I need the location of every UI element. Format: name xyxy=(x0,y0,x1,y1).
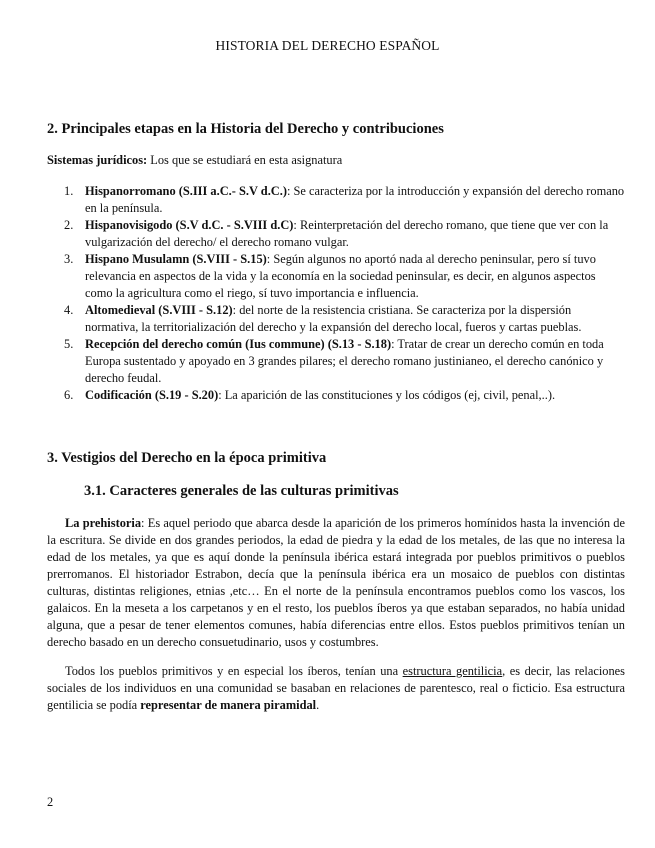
list-item xyxy=(47,302,625,336)
list-item-number: 1. xyxy=(64,184,74,198)
list-item-title: Hispanorromano (S.III a.C.- S.V d.C.) xyxy=(85,184,287,198)
list-item-text: : del norte de la resistencia cristiana. Se caracteriza por la dispersión normativa, la territorialización del derecho y la expansión del derecho local, fueros y cartas pueblas. xyxy=(85,303,582,334)
systems-intro-text: Los que se estudiará en esta asignatura xyxy=(147,153,343,167)
section-3-1-heading: 3.1. Caracteres generales de las culturas primitivas xyxy=(84,483,399,499)
list-item-number: 4. xyxy=(64,303,74,317)
list-item-title: Hispano Musulamn (S.VIII - S.15) xyxy=(85,252,267,266)
systems-intro-label: Sistemas jurídicos: xyxy=(47,153,148,167)
list-item-title: Hispanovisigodo (S.V d.C. - S.VIII d.C) xyxy=(85,218,294,232)
list-item-text: : Se caracteriza por la introducción y expansión del derecho romano en la península. xyxy=(85,184,625,215)
list-item xyxy=(47,336,625,387)
gentilicia-text-end: . xyxy=(316,698,320,712)
systems-intro xyxy=(47,152,625,169)
prehistory-label: La prehistoria xyxy=(65,516,142,530)
list-item-text: : Reinterpretación del derecho romano, que tiene que ver con la vulgarización del derecho/ el derecho romano vulgar. xyxy=(85,218,609,249)
legal-systems-list xyxy=(47,183,625,404)
section-3-heading: 3. Vestigios del Derecho en la época primitiva xyxy=(47,450,327,466)
list-item-text: : La aparición de las constituciones y los códigos (ej, civil, penal,..). xyxy=(218,388,556,402)
gentilicia-paragraph xyxy=(47,663,625,714)
list-item-text: : Según algunos no aportó nada al derecho peninsular, pero sí tuvo relevancia en aspectos de la vida y la economía en la sociedad peninsular, es decir, en algunos aspectos como la agricultura como el riego, sí tuvo importancia e influencia. xyxy=(85,252,596,300)
list-item xyxy=(47,217,625,251)
list-item xyxy=(47,251,625,302)
list-item xyxy=(47,387,625,404)
list-item-number: 6. xyxy=(64,388,74,402)
gentilicia-text-mid: , es decir, las relaciones sociales de los individuos en una comunidad se basaban en relaciones de parentesco, real o ficticio. Esa estructura gentilicia se podía xyxy=(47,664,625,712)
list-item-text: : Tratar de crear un derecho común en toda Europa sustentado y apoyado en 3 grandes pilares; el derecho romano justinianeo, el derecho canónico y derecho feudal. xyxy=(85,337,604,385)
page-header: HISTORIA DEL DERECHO ESPAÑOL xyxy=(215,38,440,53)
gentilicia-text-start: Todos los pueblos primitivos y en especial los íberos, tenían una xyxy=(65,664,403,678)
list-item-title: Recepción del derecho común (Ius commune) (S.13 - S.18) xyxy=(85,337,392,351)
list-item-number: 2. xyxy=(64,218,74,232)
page-number: 2 xyxy=(47,795,54,809)
list-item-number: 3. xyxy=(64,252,74,266)
list-item xyxy=(47,183,625,217)
list-item-title: Altomedieval (S.VIII - S.12) xyxy=(85,303,233,317)
gentilicia-underlined-term: estructura gentilicia xyxy=(402,664,503,678)
list-item-number: 5. xyxy=(64,337,74,351)
list-item-title: Codificación (S.19 - S.20) xyxy=(85,388,219,402)
gentilicia-bold-phrase: representar de manera piramidal xyxy=(140,698,317,712)
section-2-heading: 2. Principales etapas en la Historia del Derecho y contribuciones xyxy=(47,121,444,137)
prehistory-text: : Es aquel periodo que abarca desde la aparición de los primeros homínidos hasta la invención de la escritura. Se divide en dos grandes periodos, la edad de piedra y la edad de los metales, de las que no interesa la edad de los metales, ya que es aquí donde la península ibérica estará integrada por pueblos primitivos o pueblos prerromanos. El historiador Estrabon, decía que la península ibérica era un mosaico de pueblos con distintas culturas, distintas religiones, etnias ,etc… En el norte de la península encontramos pueblos como los vascos, los galaicos. En la meseta a los carpetanos y en el resto, los pueblos íberos ya que estaban separados, no había unidad alguna, que a pesar de tener elementos comunes, había diferencias entre ellos. Estos pueblos primitivos tenían un derecho basado en un derecho consuetudinario, usos y costumbres. xyxy=(47,516,626,649)
prehistory-paragraph xyxy=(47,515,625,651)
